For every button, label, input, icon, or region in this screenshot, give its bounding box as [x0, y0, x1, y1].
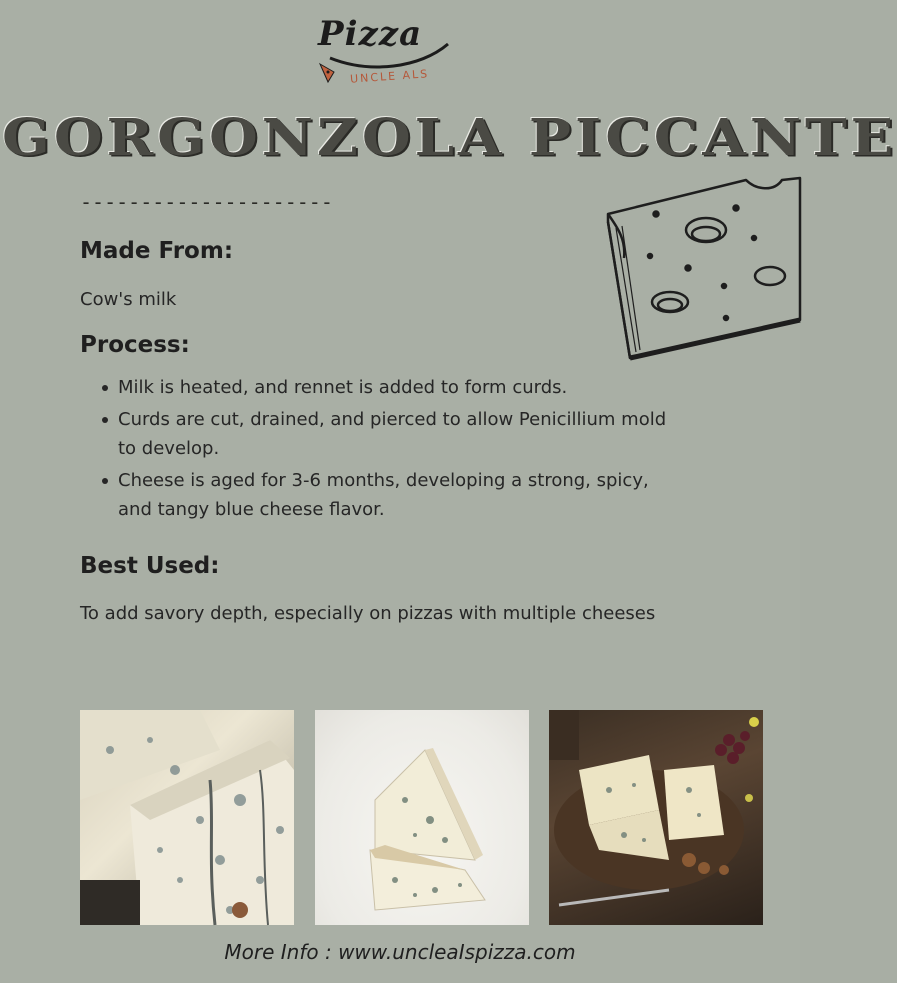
process-steps-list	[80, 373, 680, 527]
brand-logo	[300, 12, 460, 92]
list-item: Curds are cut, drained, and pierced to allow Penicillium mold to develop.	[80, 405, 680, 463]
list-item: Milk is heated, and rennet is added to form curds.	[80, 373, 680, 402]
list-item: Cheese is aged for 3-6 months, developing a strong, spicy, and tangy blue cheese flavor.	[80, 466, 680, 524]
cheese-photo-board	[549, 710, 763, 925]
best-used-section	[80, 553, 219, 579]
best-used-value: To add savory depth, especially on pizzas with multiple cheeses	[80, 603, 656, 624]
best-used-heading: Best Used:	[80, 553, 220, 579]
page-title-text: GORGONZOLA PICCANTE	[2, 108, 897, 168]
dashed-divider: ---------------------	[80, 190, 333, 214]
cheese-wedge-icon	[596, 168, 800, 370]
made-from-section	[80, 238, 233, 264]
made-from-value: Cow's milk	[80, 289, 177, 310]
cheese-photo-two-wedges	[315, 710, 529, 925]
footer-link[interactable]: More Info : www.uncleaIspizza.com	[224, 940, 576, 964]
process-heading: Process:	[80, 332, 190, 358]
cheese-photo-wedges-closeup	[80, 710, 294, 925]
cheese-wedges-image	[315, 710, 529, 925]
made-from-heading: Made From:	[80, 238, 234, 264]
cheese-board-image	[549, 710, 763, 925]
process-section	[80, 332, 190, 358]
cheese-closeup-image	[80, 710, 294, 925]
logo-word: Pizza	[318, 14, 423, 54]
logo-subtitle: UNCLE ALS	[349, 67, 430, 86]
